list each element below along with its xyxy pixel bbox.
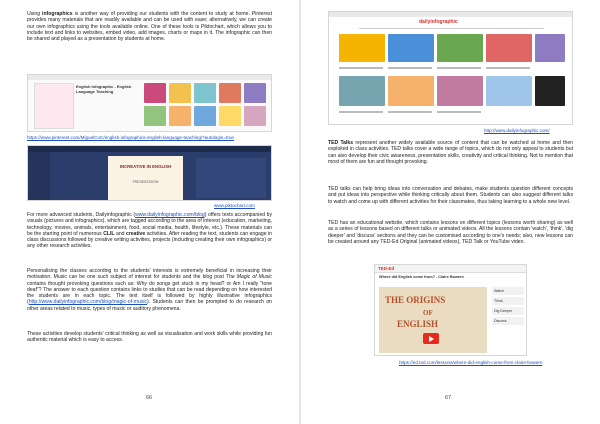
post-title-line	[339, 111, 383, 113]
post-thumbnail[interactable]	[486, 76, 532, 106]
magic-of-music-link[interactable]: http://www.dailyinfographic.com/blog/magic-of-music	[28, 299, 148, 306]
pinterest-title: English Infographic - English Language Teaching	[76, 84, 132, 94]
ted-debates-paragraph: TED talks can help bring ideas into conversation and debates, make students question different concepts and put ideas into perspective while thinking critically about them. Students can also suggest different talks to watch and come up with different activities for their classmates, thus taking learning to a whole new level.	[328, 186, 573, 205]
infographics-paragraph: Using infographics is another way of providing our students with the content to study at home. Pinterest provides many materials that are readily available and can be used with ease; alternatively, we can create our own infographics using the tools available online. One of these tools is Piktochart, which allows you to include text and links to websites, embed video, add images, charts or maps in it. The infographic can then be shared and played as a presentation by students at home.	[27, 11, 272, 43]
post-title-line	[437, 67, 481, 69]
ted-ed-header	[375, 265, 526, 273]
pin-thumbnail	[169, 106, 191, 126]
right-page	[301, 0, 600, 424]
dailyinfographic-blog-link[interactable]: www.dailyinfographic.com/blog	[135, 212, 205, 218]
slide-subline: PRESENTATION	[132, 180, 159, 184]
ted-ed-logo: TED-Ed	[378, 266, 395, 271]
post-thumbnail[interactable]	[339, 34, 385, 62]
pinterest-link[interactable]: https://www.pinterest.com/MiguelCoC/english-infographics-english-language-teaching/?autologin=true	[27, 135, 234, 140]
pinterest-screenshot[interactable]	[27, 74, 272, 132]
pin-thumbnail	[194, 106, 216, 126]
post-thumbnail[interactable]	[388, 76, 434, 106]
play-icon	[429, 336, 434, 342]
dailyinfographic-screenshot[interactable]	[328, 11, 573, 125]
video-title-1: THE ORIGINS	[385, 295, 446, 305]
page-number: 66	[146, 395, 153, 401]
ted-ed-link[interactable]: https://ed.ted.com/lessons/where-did-english-come-from-claire-bowern	[399, 360, 543, 365]
section-dig-deeper[interactable]: Dig Deeper	[492, 307, 524, 315]
lesson-title: Where did English come from? - Claire Bowern	[379, 275, 464, 279]
site-logo: dailyinfographic	[419, 19, 458, 25]
nav-divider	[359, 28, 544, 29]
lesson-video[interactable]	[379, 287, 487, 353]
piktochart-screenshot[interactable]	[27, 145, 272, 201]
presentation-slide	[108, 156, 183, 200]
post-title-line	[388, 111, 432, 113]
section-discuss[interactable]: Discuss	[492, 317, 524, 325]
browser-bar	[329, 12, 572, 17]
section-think[interactable]: Think	[492, 297, 524, 305]
lesson-sections	[492, 287, 524, 327]
post-thumbnail[interactable]	[388, 34, 434, 62]
pin-thumbnail	[219, 106, 241, 126]
editor-toolbar	[28, 146, 271, 152]
pin-thumbnail	[169, 83, 191, 103]
dailyinfographic-link[interactable]: http://www.dailyinfographic.com/	[484, 128, 550, 133]
section-watch[interactable]: Watch	[492, 287, 524, 295]
play-button[interactable]	[423, 333, 439, 344]
left-page	[0, 0, 299, 424]
slide-headline: INCREATIVE IN ENGLISH	[119, 164, 172, 169]
ted-ed-screenshot[interactable]	[374, 264, 527, 356]
post-thumbnail[interactable]	[486, 34, 532, 62]
post-thumbnail[interactable]	[339, 76, 385, 106]
ted-talks-paragraph: TED Talks represent another widely available source of content that can be watched at home and then exploited in class activities. TED talks cover a wide range of topics, which do not only appeal to students but can also develop their civic awareness, presentation skills, creativity and critical thinking. Not to mention that most of them are fun and thought provoking.	[328, 140, 574, 165]
pin-thumbnail	[244, 106, 266, 126]
page-number: 67	[445, 395, 452, 401]
editor-sidebar	[28, 152, 50, 201]
post-thumbnail[interactable]	[535, 76, 565, 106]
post-title-line	[437, 111, 481, 113]
pin-thumbnail	[144, 83, 166, 103]
dailyinfographic-paragraph: For more advanced students, Dailyinfographic (www.dailyinfographic.com/blog) offers texts accompanied by visuals (pictures and infographics), which are tagged according to the area of interest (education, marketing, technology, movies, animals, entertainment, food, social media, health, lifestyle, etc.). These materials can be the starting point of numerous CLIL and creative activities. After reading the text, students can engage in class discussions followed by creative writing activities, projects (including creating their own infographics) or any other research activities.	[27, 212, 272, 250]
post-thumbnail[interactable]	[535, 34, 565, 62]
pin-thumbnail	[219, 83, 241, 103]
piktochart-link[interactable]: www.piktochart.com	[214, 203, 255, 208]
video-title-2: OF	[423, 309, 433, 317]
post-thumbnail[interactable]	[437, 34, 483, 62]
editor-panel	[196, 158, 266, 198]
post-title-line	[339, 67, 383, 69]
post-thumbnail[interactable]	[437, 76, 483, 106]
pin-thumbnail	[194, 83, 216, 103]
ted-ed-paragraph: TED has an educational website, which contains lessons on different topics (lessons worth sharing) as well as a series of lessons based on different talks or animated videos. All the lessons contain 'watch', 'think', 'dig deeper' and 'discuss' sections and they can be customised according to one's needs; also, new lessons can be created around any TED-Ed Original (animated videos), TED Talk or YouTube video.	[328, 220, 573, 245]
music-paragraph: Personalising the classes according to the students' interests is extremely beneficial in increasing their motivation. Music can be one such subject of interest for students and the blog post The Magic of Music contains thought provoking questions such as: Why do songs get stuck in my head? or Am I really "tone deaf"? The answer to each question contains links to studies that can be read depending on how interested the students are in each topic. The text itself is followed by highly illustrative infographics (http://www.dailyinfographic.com/blog/magic-of-music). Students can then be prompted to do research on other areas related to music, types of music or auditory phenomena.	[27, 268, 272, 312]
video-title-3: ENGLISH	[397, 319, 439, 329]
infographic-card-pink	[34, 83, 74, 129]
post-title-line	[486, 67, 530, 69]
browser-bar	[28, 75, 271, 80]
pin-thumbnail	[144, 106, 166, 126]
pin-thumbnail	[244, 83, 266, 103]
critical-thinking-paragraph: These activities develop students' critical thinking as well as visualisation and work skills while providing fun authentic material which is easy to access.	[27, 331, 272, 344]
post-title-line	[388, 67, 432, 69]
